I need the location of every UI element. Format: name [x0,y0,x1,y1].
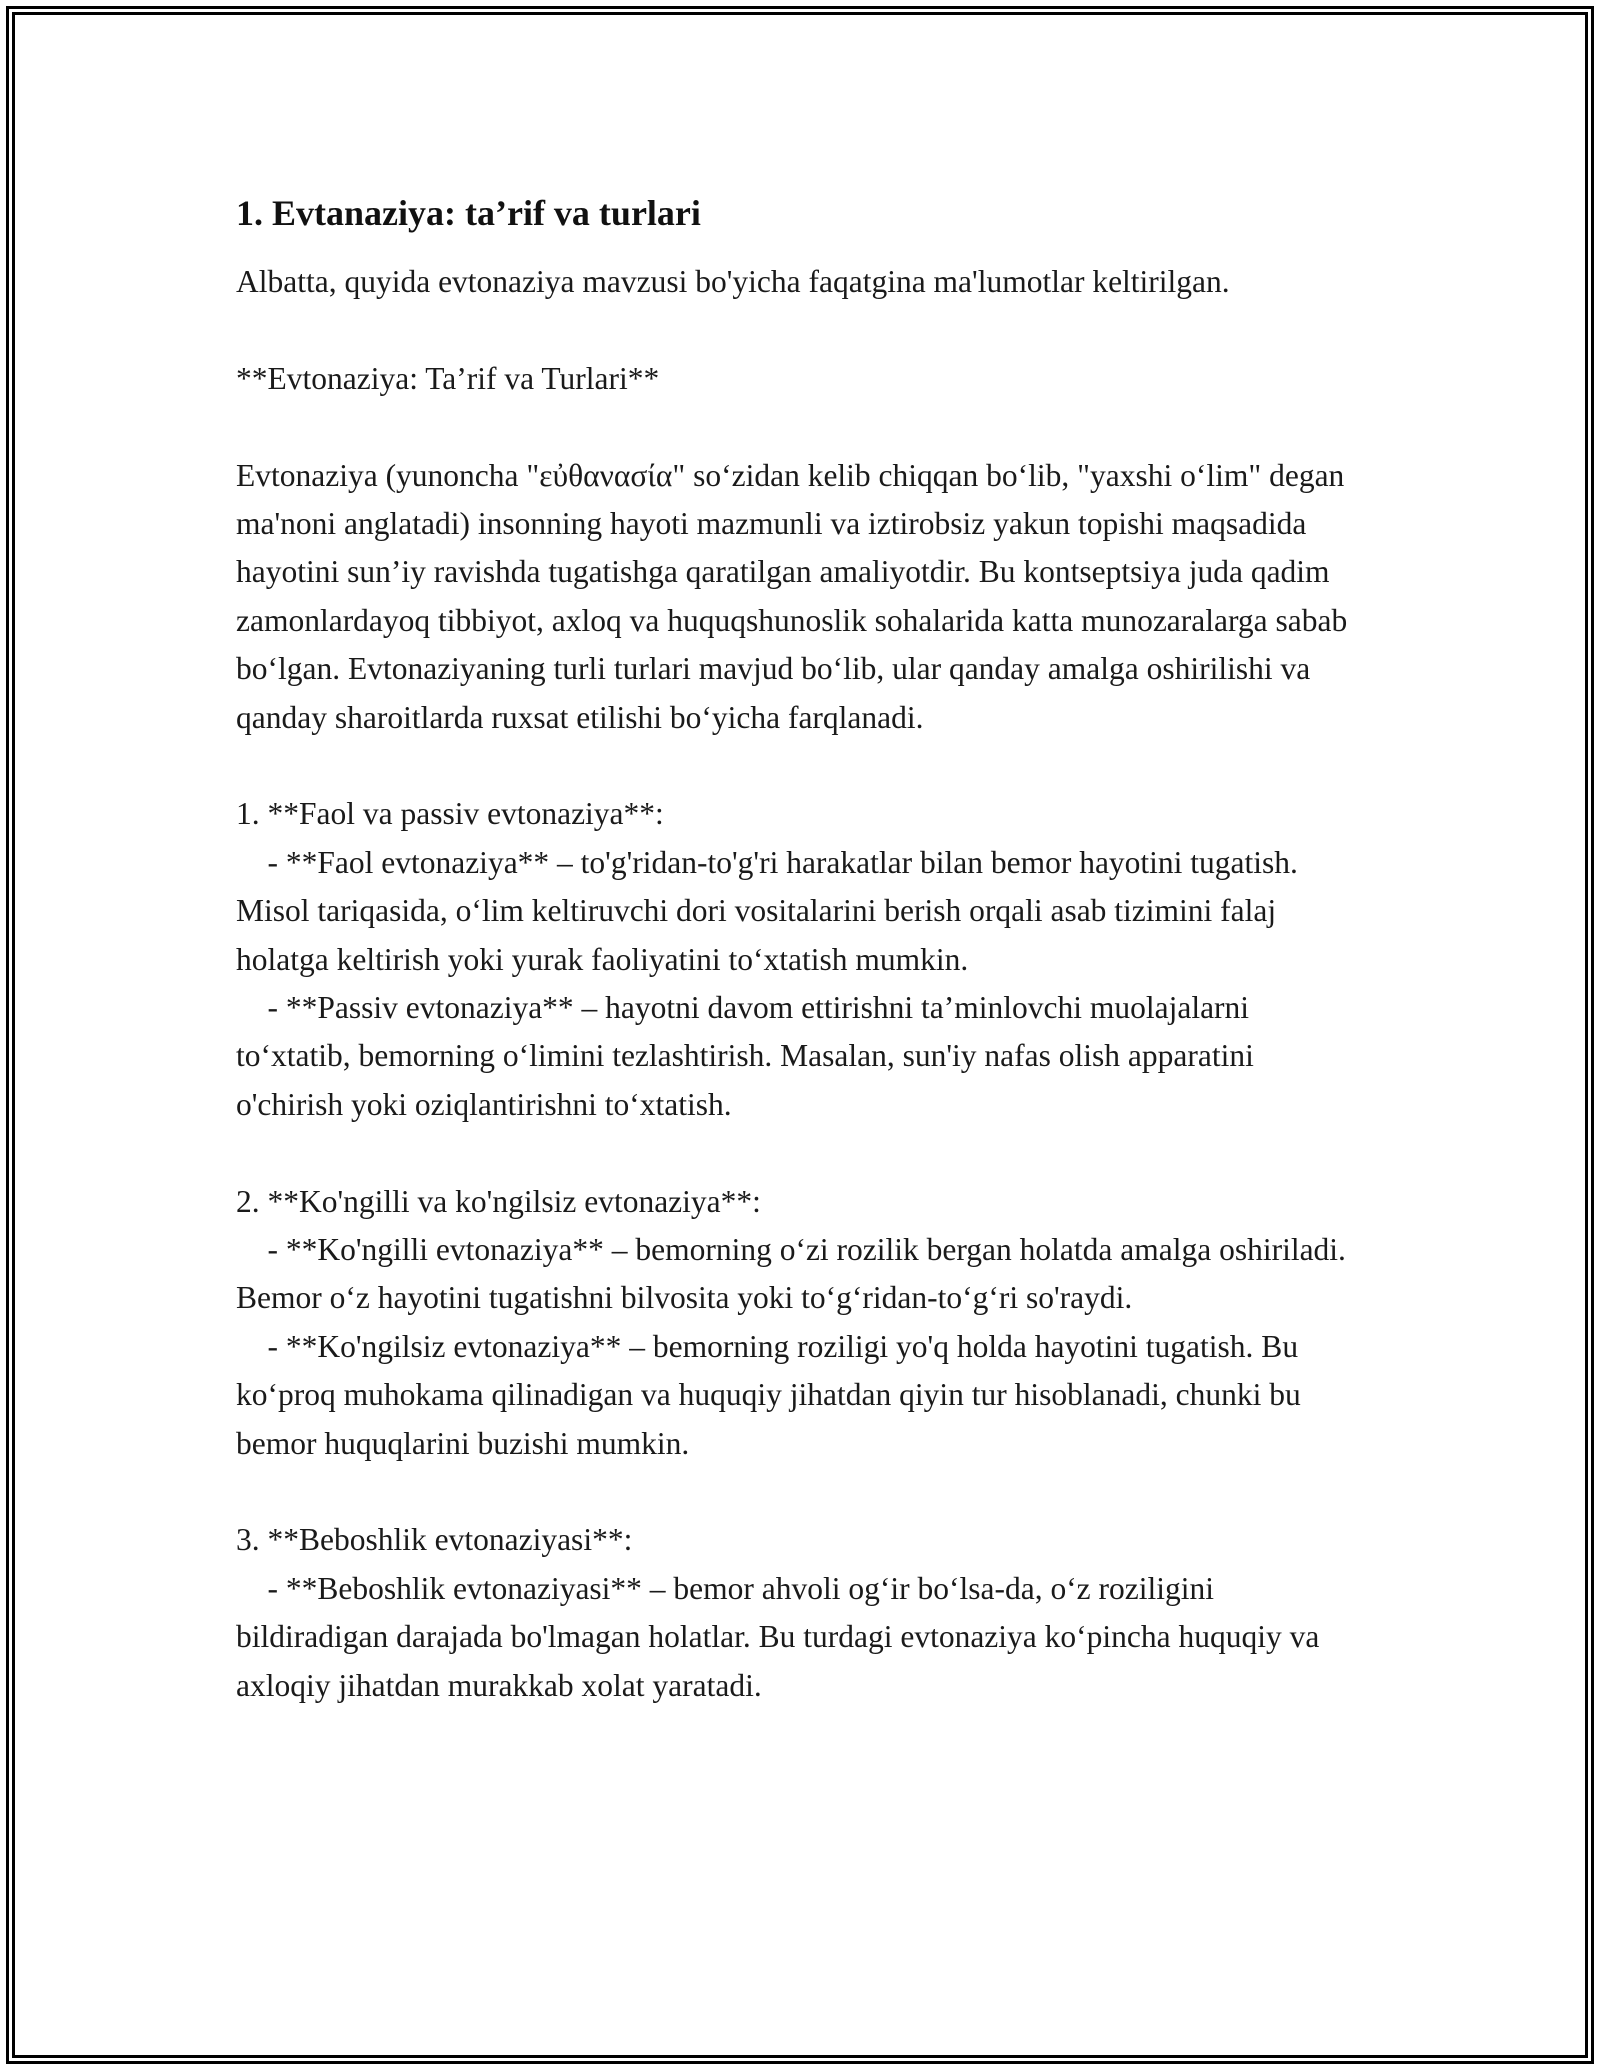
list-item: - **Beboshlik evtonaziyasi** – bemor ahvoli ogʻir boʻlsa-da, oʻz roziligini bildiradigan darajada bo'lmagan holatlar. Bu turdagi evtonaziya koʻpincha huquqiy va axloqiy jihatdan murakkab xolat yaratadi. [236,1570,1328,1703]
spacer [236,742,1366,790]
definition-paragraph: Evtonaziya (yunoncha "εὐθανασία" soʻzidan kelib chiqqan boʻlib, "yaxshi oʻlim" degan ma'noni anglatadi) insonning hayoti mazmunli va iztirobsiz yakun topishi maqsadida hayotini sun’iy ravishda tugatishga qaratilgan amaliyotdir. Bu kontseptsiya juda qadim zamonlardayoq tibbiyot, axloq va huquqshunoslik sohalarida katta munozaralarga sabab boʻlgan. Evtonaziyaning turli turlari mavjud boʻlib, ular qanday amalga oshirilishi va qanday sharoitlarda ruxsat etilishi boʻyicha farqlanadi. [236,457,1356,735]
document-title: 1. Evtanaziya: ta’rif va turlari [236,193,701,233]
section-heading: 3. **Beboshlik evtonaziyasi**: [236,1522,633,1558]
section-heading: 1. **Faol va passiv evtonaziya**: [236,796,664,832]
list-item: - **Ko'ngilli evtonaziya** – bemorning oʻzi rozilik bergan holatda amalga oshiriladi. Bemor oʻz hayotini tugatishni bilvosita yoki toʻgʻridan-toʻgʻri so'raydi. [236,1232,1354,1316]
section-beboshlik [236,1516,1366,1710]
list-item: - **Passiv evtonaziya** – hayotni davom ettirishni ta’minlovchi muolajalarni toʻxtatib, bemorning oʻlimini tezlashtirish. Masalan, sun'iy nafas olish apparatini o'chirish yoki oziqlantirishni toʻxtatish. [236,990,1262,1122]
section-faol-passiv [236,790,1366,1129]
spacer [236,306,1366,354]
section-heading: 2. **Ko'ngilli va ko'ngilsiz evtonaziya**: [236,1183,761,1219]
subtitle: **Evtonaziya: Ta’rif va Turlari** [236,360,660,396]
section-kongilli [236,1178,1366,1468]
spacer [236,403,1366,451]
spacer [236,1468,1366,1516]
list-item: - **Faol evtonaziya** – to'g'ridan-to'g'ri harakatlar bilan bemor hayotini tugatish. Misol tariqasida, oʻlim keltiruvchi dori vositalarini berish orqali asab tizimini falaj holatga keltirish yoki yurak faoliyatini toʻxtatish mumkin. [236,844,1306,977]
document-body [236,186,1366,1710]
spacer [236,1129,1366,1177]
intro-paragraph: Albatta, quyida evtonaziya mavzusi bo'yicha faqatgina ma'lumotlar keltirilgan. [236,264,1230,299]
list-item: - **Ko'ngilsiz evtonaziya** – bemorning roziligi yo'q holda hayotini tugatish. Bu koʻproq muhokama qilinadigan va huquqiy jihatdan qiyin tur hisoblanadi, chunki bu bemor huquqlarini buzishi mumkin. [236,1328,1309,1461]
